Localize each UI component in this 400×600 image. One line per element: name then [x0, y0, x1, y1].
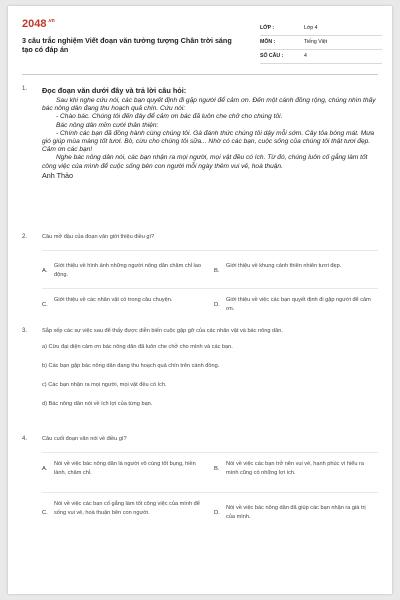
- option-text: Nói về việc bác nông dân là người vô cùng tốt bụng, hiền lành, chăm chỉ.: [54, 461, 196, 476]
- meta-table: [260, 22, 382, 64]
- header: [22, 16, 382, 68]
- meta-label: SỐ CÂU :: [260, 53, 284, 59]
- ordering-item: d) Bác nông dân nói về ích lợi của từng bạn.: [42, 401, 153, 407]
- question-number: 1.: [22, 86, 28, 92]
- question-text: Sắp xếp các sự việc sau để thấy được diễn biến cuộc gặp gỡ của các nhân vật và bác nông dân.: [42, 328, 283, 334]
- meta-value: 4: [304, 53, 307, 59]
- option-text: Nói về việc bác nông dân đã giúp các bạn nhận ra giá trị của mình.: [226, 505, 366, 520]
- ordering-items: [42, 344, 378, 420]
- page-title: 3 câu trắc nghiệm Viết đoạn văn tưởng tượng Chân trời sáng tạo có đáp án: [22, 36, 232, 54]
- meta-label: MÔN :: [260, 39, 276, 45]
- option-text: Nói về việc các bạn cố gắng làm tốt công việc của mình để sống vui vẻ, hoà thuận bên con người.: [54, 501, 200, 516]
- logo-text: 2048: [22, 18, 47, 30]
- passage-line: Nghe bác nông dân nói, các bạn nhận ra mọi người, mọi vật đều có ích. Từ đó, chúng luôn cố gắng làm tốt công việc của mình để cuộc sống bên con người mỗi ngày thêm vui vẻ, hoà thuận.: [42, 154, 368, 170]
- option-letter: C.: [42, 302, 48, 308]
- meta-row-grade: [260, 22, 382, 36]
- option-divider: [42, 288, 378, 289]
- option-letter: A.: [42, 268, 48, 274]
- option-letter: A.: [42, 466, 48, 472]
- header-divider: [22, 74, 378, 75]
- question-text: Câu cuối đoạn văn nói về điều gì?: [42, 436, 127, 442]
- meta-label: LỚP :: [260, 25, 275, 31]
- option-letter: B.: [214, 268, 220, 274]
- meta-value: Tiếng Việt: [304, 39, 328, 45]
- option-letter: D.: [214, 510, 220, 516]
- option-text: Giới thiệu về việc các bạn quyết định đi gặp người để cảm ơn.: [226, 297, 371, 312]
- question-text: Câu mở đầu của đoạn văn giới thiệu điều gì?: [42, 234, 155, 240]
- reading-passage: [42, 97, 378, 180]
- passage-author: Anh Thảo: [42, 170, 74, 180]
- passage-line: - Chào bác. Chúng tôi đến đây để cảm ơn bác đã luôn che chở cho chúng tôi.: [56, 113, 283, 121]
- meta-row-subject: [260, 36, 382, 50]
- question-number: 4.: [22, 436, 28, 442]
- ordering-item: b) Các bạn gặp bác nông dân đang thu hoạch quả chín trên cánh đồng.: [42, 363, 220, 369]
- question-number: 3.: [22, 328, 28, 334]
- question-number: 2.: [22, 234, 28, 240]
- option-letter: B.: [214, 466, 220, 472]
- ordering-item: c) Các bạn nhận ra mọi người, mọi vật đều có ích.: [42, 382, 167, 388]
- option-text: Giới thiệu về các nhân vật có trong câu chuyện.: [54, 297, 173, 303]
- passage-line: Sau khi nghe cứu nói, các bạn quyết định đi gặp người để cảm ơn. Đến một cánh đồng rộng, chúng nhìn thấy bác nông dân đang thu hoạch quả chín. Cứu nói:: [42, 97, 376, 113]
- option-text: Giới thiệu về khung cảnh thiên nhiên tươi đẹp.: [226, 263, 342, 269]
- ordering-item: a) Cừu đại diện cảm ơn bác nông dân đã luôn che chở cho mình và các bạn.: [42, 344, 233, 350]
- option-text: Giới thiệu về hình ảnh những người nông dân chăm chỉ lao động.: [54, 263, 201, 278]
- option-letter: C.: [42, 510, 48, 516]
- passage-line: Bác nông dân mỉm cười thân thiện:: [56, 121, 159, 129]
- meta-value: Lớp 4: [304, 25, 318, 31]
- option-divider: [42, 250, 378, 251]
- option-letter: D.: [214, 302, 220, 308]
- option-divider: [42, 452, 378, 453]
- option-divider: [42, 492, 378, 493]
- meta-row-count: [260, 50, 382, 64]
- site-logo[interactable]: [22, 18, 55, 30]
- option-text: Nói về việc các bạn trở nên vui vẻ, hạnh phúc vì hiểu ra mình cũng có những lợi ích.: [226, 461, 364, 476]
- question-heading: Đọc đoạn văn dưới đây và trả lời câu hỏi:: [42, 86, 187, 95]
- passage-line: - Chính các bạn đã đồng hành cùng chúng tôi. Gà đánh thức chúng tôi dậy mỗi sớm. Cây tỏa bóng mát. Mưa gió giúp mùa màng tốt tươi. Bò, cừu cho chúng tôi sữa... Nhờ có các bạn, cuộc sống của chúng tôi thật tươi đẹp. Cảm ơn các bạn!: [42, 129, 375, 154]
- logo-suffix: .vn: [47, 18, 55, 25]
- document-page: [8, 6, 392, 594]
